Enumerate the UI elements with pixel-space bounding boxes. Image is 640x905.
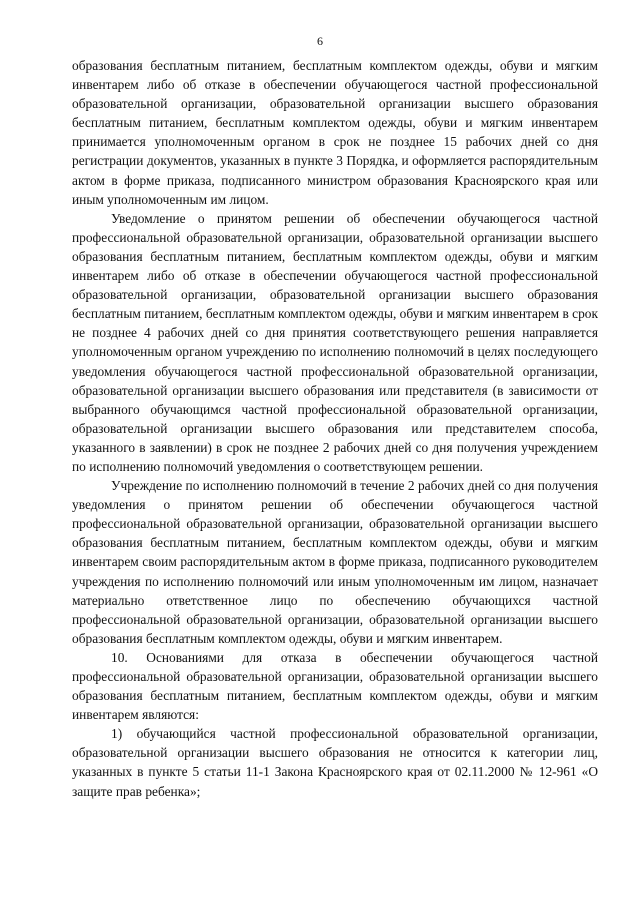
paragraph-subitem-1: 1) обучающийся частной профессиональной образовательной организации, образовательной организации высшего образования не относится к категории лиц, указанных в пункте 5 статьи 11-1 Закона Красноярского края от 02.11.2000 № 12-961 «О защите прав ребенка»; xyxy=(72,726,598,799)
page-number: 6 xyxy=(317,34,323,48)
paragraph-continuation: образования бесплатным питанием, бесплатным комплектом одежды, обуви и мягким инвентарем либо об отказе в обеспечении обучающегося частной профессиональной образовательной организации, образовательной организации высшего образования бесплатным питанием, бесплатным комплектом одежды, обуви и мягким инвентарем принимается уполномоченным органом в срок не позднее 15 рабочих дней со дня регистрации документов, указанных в пункте 3 Порядка, и оформляется распорядительным актом в форме приказа, подписанного министром образования Красноярского края или иным уполномоченным им лицом. xyxy=(72,58,598,207)
paragraph-institution-order: Учреждение по исполнению полномочий в течение 2 рабочих дней со дня получения уведомления о принятом решении об обеспечении обучающегося частной профессиональной образовательной организации, образовательной организации высшего образования бесплатным питанием, бесплатным комплектом одежды, обуви и мягким инвентарем своим распорядительным актом в форме приказа, подписанного руководителем учреждения по исполнению полномочий или иным уполномоченным им лицом, назначает материально ответственное лицо по обеспечению обучающихся частной профессиональной образовательной организации, образовательной организации высшего образования бесплатным комплектом одежды, обуви и мягким инвентарем. xyxy=(72,478,598,646)
document-body xyxy=(72,56,598,801)
paragraph-notification: Уведомление о принятом решении об обеспечении обучающегося частной профессиональной образовательной организации, образовательной организации высшего образования бесплатным питанием, бесплатным комплектом одежды, обуви и мягким инвентарем либо об отказе в обеспечении обучающегося частной профессиональной образовательной организации, образовательной организации высшего образования бесплатным питанием, бесплатным комплектом одежды, обуви и мягким инвентарем в срок не позднее 4 рабочих дней со дня принятия соответствующего решения направляется уполномоченным органом учреждению по исполнению полномочий в целях последующего уведомления обучающегося частной профессиональной образовательной организации, образовательной организации высшего образования или представителя (в зависимости от выбранного обучающимся частной профессиональной образовательной организации, образовательной организации высшего образования или представителем способа, указанного в заявлении) в срок не позднее 2 рабочих дней со дня получения учреждением по исполнению полномочий уведомления о соответствующем решении. xyxy=(72,210,598,474)
paragraph-item-10: 10. Основаниями для отказа в обеспечении обучающегося частной профессиональной образовательной организации, образовательной организации высшего образования бесплатным питанием, бесплатным комплектом одежды, обуви и мягким инвентарем являются: xyxy=(72,649,598,723)
